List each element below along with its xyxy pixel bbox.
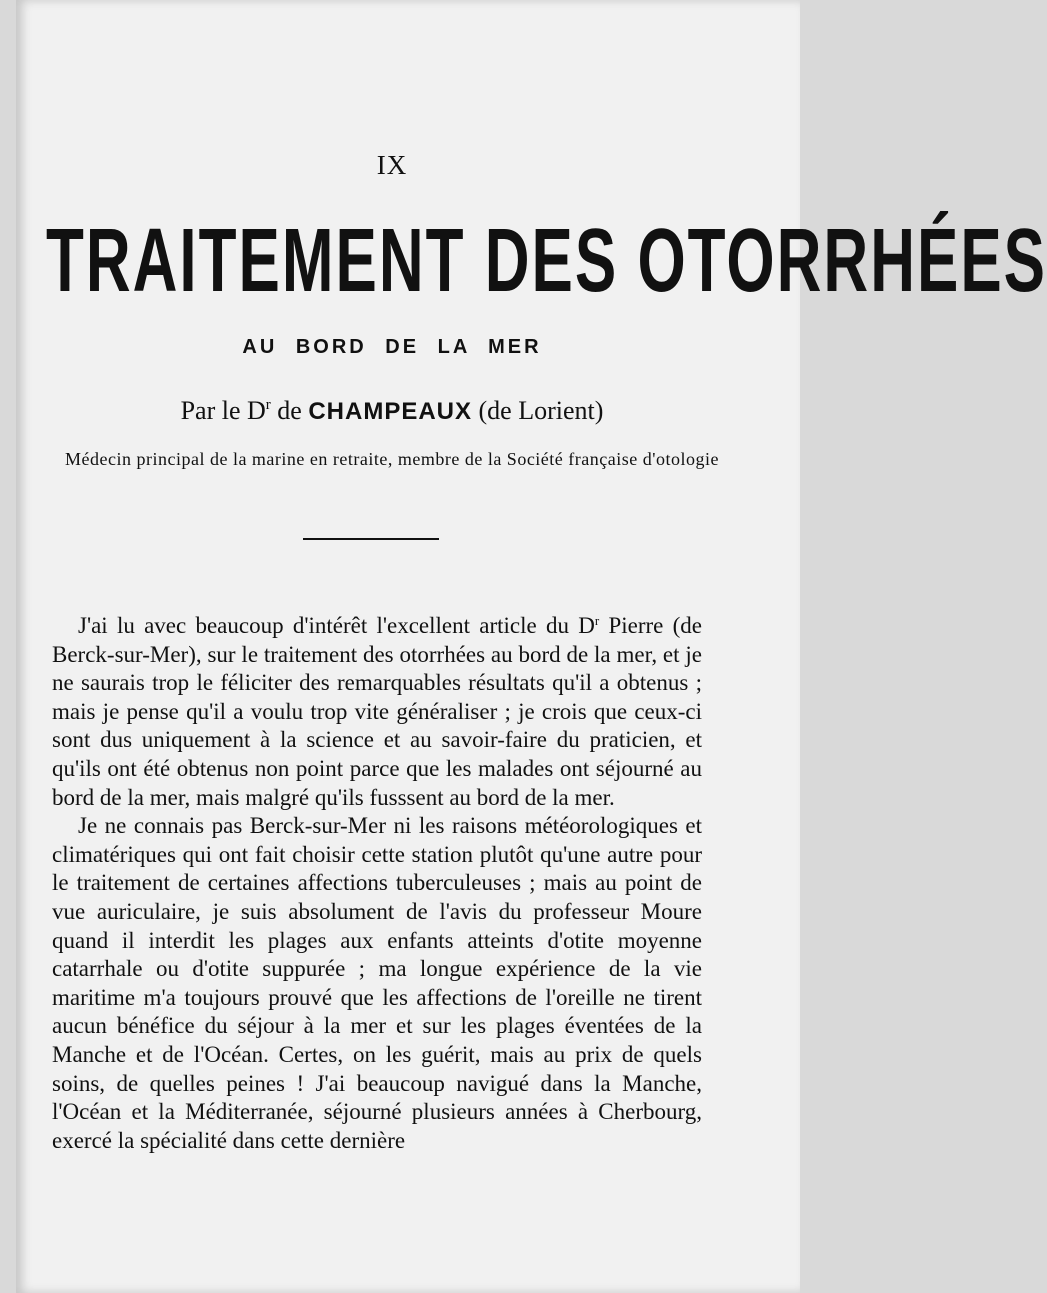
paragraph-1-rest: Pierre (de Berck-sur-Mer), sur le traitement des otorrhées au bord de la mer, et je ne saurais trop le féliciter des remarquables résultats qu'il a obtenus ; mais je pense qu'il a voulu trop vite généraliser ; je crois que ceux-ci sont dus uniquement à la science et au savoir-faire du praticien, et qu'ils ont été obtenus non point parce que les malades ont séjourné au bord de la mer, mais malgré qu'ils fusssent au bord de la mer. [52, 613, 702, 810]
author-line [16, 396, 768, 426]
author-prefix: Par le D [180, 396, 266, 425]
section-divider [303, 538, 439, 540]
document-page [16, 0, 1047, 1293]
subtitle: AU BORD DE LA MER [242, 336, 542, 358]
chapter-number: IX [376, 150, 408, 180]
paragraph-1-start: J'ai lu avec beaucoup d'intérêt l'excellent article du D [78, 613, 595, 638]
main-title: TRAITEMENT DES OTORRHÉES [46, 211, 1047, 312]
body-text [52, 612, 702, 1155]
author-affiliation: Médecin principal de la marine en retraite, membre de la Société française d'otologie [65, 449, 719, 469]
author-name: CHAMPEAUX [308, 398, 473, 425]
paragraph-1-sup: r [594, 613, 600, 628]
author-location: (de Lorient) [472, 396, 604, 425]
author-prefix-sup: r [265, 397, 271, 413]
author-particle: de [270, 396, 309, 425]
paragraph-2: Je ne connais pas Berck-sur-Mer ni les raisons météorologiques et climatériques qui ont fait choisir cette station plutôt qu'une autre pour le traitement de certaines affections tuberculeuses ; mais au point de vue auriculaire, je suis absolument de l'avis du professeur Moure quand il interdit les plages aux enfants atteints d'otite moyenne catarrhale ou d'otite suppurée ; ma longue expérience de la vie maritime m'a toujours prouvé que les affections de l'oreille ne tirent aucun bénéfice du séjour à la mer et sur les plages éventées de la Manche et de l'Océan. Certes, on les guérit, mais au prix de quels soins, de quelles peines ! J'ai beaucoup navigué dans la Manche, l'Océan et la Méditerranée, séjourné plusieurs années à Cherbourg, exercé la spécialité dans cette dernière [52, 813, 702, 1153]
paragraph-1 [52, 612, 702, 812]
